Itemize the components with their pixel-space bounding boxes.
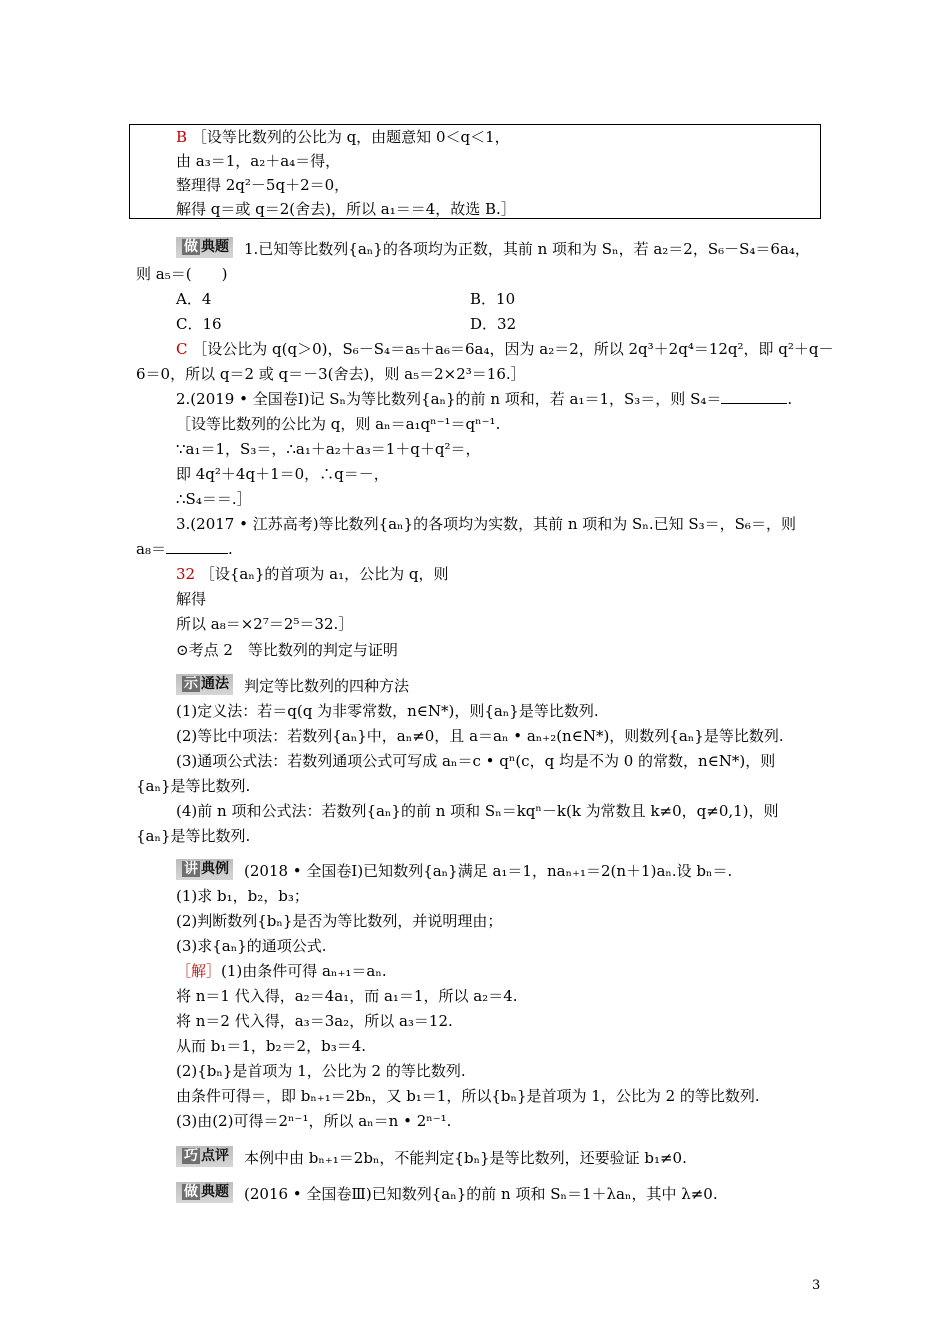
method-3-line-2: {aₙ}是等比数列. bbox=[136, 777, 251, 795]
box-line-2: 由 a₃＝1，a₂＋a₄＝得， bbox=[176, 152, 341, 170]
jie-label: ［解］ bbox=[176, 962, 222, 980]
example-part-3: (3)求{aₙ}的通项公式. bbox=[176, 937, 327, 955]
q1-option-b: B．10 bbox=[470, 290, 516, 308]
method-2: (2)等比中项法：若数列{aₙ}中，aₙ≠0，且 a＝aₙ • aₙ₊₂(n∈N*)，则数列{aₙ}是等比数列. bbox=[176, 727, 784, 745]
q3-solution-3: 所以 a₈＝×2⁷＝2⁵＝32.］ bbox=[176, 615, 354, 633]
q2-solution-3: 即 4q²＋4q＋1＝0，∴q＝－， bbox=[176, 465, 389, 483]
method-4-line-2: {aₙ}是等比数列. bbox=[136, 827, 251, 845]
q3-solution-1: 32 ［设{aₙ}的首项为 a₁，公比为 q，则 bbox=[176, 565, 449, 583]
q3-solution-2: 解得 bbox=[176, 590, 207, 608]
example-solution-6: 由条件可得＝，即 bₙ₊₁＝2bₙ，又 b₁＝1，所以{bₙ}是首项为 1，公比为 2 的等比数列. bbox=[176, 1087, 760, 1105]
method-4-line-1: (4)前 n 项和公式法：若数列{aₙ}的前 n 项和 Sₙ＝kqⁿ－k(k 为常数且 k≠0，q≠0,1)，则 bbox=[176, 802, 779, 820]
q2-solution-1: ［设等比数列的公比为 q，则 aₙ＝a₁qⁿ⁻¹＝qⁿ⁻¹. bbox=[176, 415, 501, 433]
q2-solution-2: ∵a₁＝1，S₃＝，∴a₁＋a₂＋a₃＝1＋q＋q²＝， bbox=[176, 440, 481, 458]
example-part-1: (1)求 b₁，b₂，b₃； bbox=[176, 887, 309, 905]
q3-answer: 32 bbox=[176, 565, 196, 583]
q3-stem-2: a₈＝ . bbox=[136, 540, 233, 558]
example-part-2: (2)判断数列{bₙ}是否为等比数列，并说明理由； bbox=[176, 912, 503, 930]
q1-stem-2: 则 a₅＝( ) bbox=[136, 265, 228, 283]
box-line-1: B ［设等比数列的公比为 q，由题意知 0＜q＜1， bbox=[176, 128, 510, 146]
tag-qiaodianping: 巧 点评 bbox=[176, 1146, 233, 1167]
q1-stem-1: 1.已知等比数列{aₙ}的各项均为正数，其前 n 项和为 Sₙ，若 a₂＝2，S₆－S₄＝6a₄， bbox=[244, 240, 810, 258]
tag-jiangdianli: 讲 典例 bbox=[176, 859, 233, 880]
example-solution-3: 将 n＝2 代入得，a₃＝3a₂，所以 a₃＝12. bbox=[176, 1012, 453, 1030]
box-answer: B bbox=[176, 128, 188, 146]
last-question: (2016 • 全国卷Ⅲ)已知数列{aₙ}的前 n 项和 Sₙ＝1＋λaₙ，其中 λ≠0. bbox=[244, 1185, 718, 1203]
answer-blank bbox=[166, 539, 228, 554]
method-3-line-1: (3)通项公式法：若数列通项公式可写成 aₙ＝c • qⁿ(c，q 均是不为 0 的常数，n∈N*)，则 bbox=[176, 752, 776, 770]
example-solution-4: 从而 b₁＝1，b₂＝2，b₃＝4. bbox=[176, 1037, 367, 1055]
q2-stem: 2.(2019 • 全国卷Ⅰ)记 Sₙ为等比数列{aₙ}的前 n 项和，若 a₁＝1，S₃＝，则 S₄＝ . bbox=[176, 390, 793, 408]
q3-stem-1: 3.(2017 • 江苏高考)等比数列{aₙ}的各项均为实数，其前 n 项和为 Sₙ.已知 S₃＝，S₆＝，则 bbox=[176, 515, 796, 533]
q1-option-d: D．32 bbox=[470, 315, 517, 333]
method-1: (1)定义法：若＝q(q 为非零常数，n∈N*)，则{aₙ}是等比数列. bbox=[176, 702, 599, 720]
q1-option-a: A．4 bbox=[176, 290, 212, 308]
example-solution-5: (2){bₙ}是首项为 1，公比为 2 的等比数列. bbox=[176, 1062, 466, 1080]
methods-title: 判定等比数列的四种方法 bbox=[244, 677, 410, 695]
example-solution-7: (3)由(2)可得＝2ⁿ⁻¹，所以 aₙ＝n • 2ⁿ⁻¹. bbox=[176, 1112, 452, 1130]
example-stem: (2018 • 全国卷Ⅰ)已知数列{aₙ}满足 a₁＝1，naₙ₊₁＝2(n＋1)aₙ.设 bₙ＝. bbox=[244, 862, 733, 880]
tag-zuodianti-2: 做 典题 bbox=[176, 1182, 233, 1203]
box-line-4: 解得 q＝或 q＝2(舍去)，所以 a₁＝＝4，故选 B.］ bbox=[176, 200, 516, 218]
q1-solution-2: 6＝0，所以 q＝2 或 q＝－3(舍去)，则 a₅＝2×2³＝16.］ bbox=[136, 365, 526, 383]
example-solution-2: 将 n＝1 代入得，a₂＝4a₁，而 a₁＝1，所以 a₂＝4. bbox=[176, 987, 518, 1005]
q1-solution-1: C ［设公比为 q(q＞0)，S₆－S₄＝a₅＋a₆＝6a₄，因为 a₂＝2，所以 2q³＋2q⁴＝12q²，即 q²＋q－ bbox=[176, 340, 834, 358]
example-solution-1: ［解］(1)由条件可得 aₙ₊₁＝aₙ. bbox=[176, 962, 387, 980]
tag-shitongfa: 示 通法 bbox=[176, 674, 233, 695]
q2-solution-4: ∴S₄＝＝.］ bbox=[176, 490, 252, 508]
comment-text: 本例中由 bₙ₊₁＝2bₙ，不能判定{bₙ}是等比数列，还要验证 b₁≠0. bbox=[244, 1149, 687, 1167]
q1-answer: C bbox=[176, 340, 188, 358]
tag-zuodianti: 做 典题 bbox=[176, 237, 233, 258]
box-line-3: 整理得 2q²－5q＋2＝0， bbox=[176, 176, 350, 194]
page-number: 3 bbox=[812, 1278, 821, 1293]
answer-blank bbox=[721, 389, 787, 404]
section-heading: ⊙考点 2 等比数列的判定与证明 bbox=[176, 641, 398, 659]
q1-option-c: C．16 bbox=[176, 315, 222, 333]
